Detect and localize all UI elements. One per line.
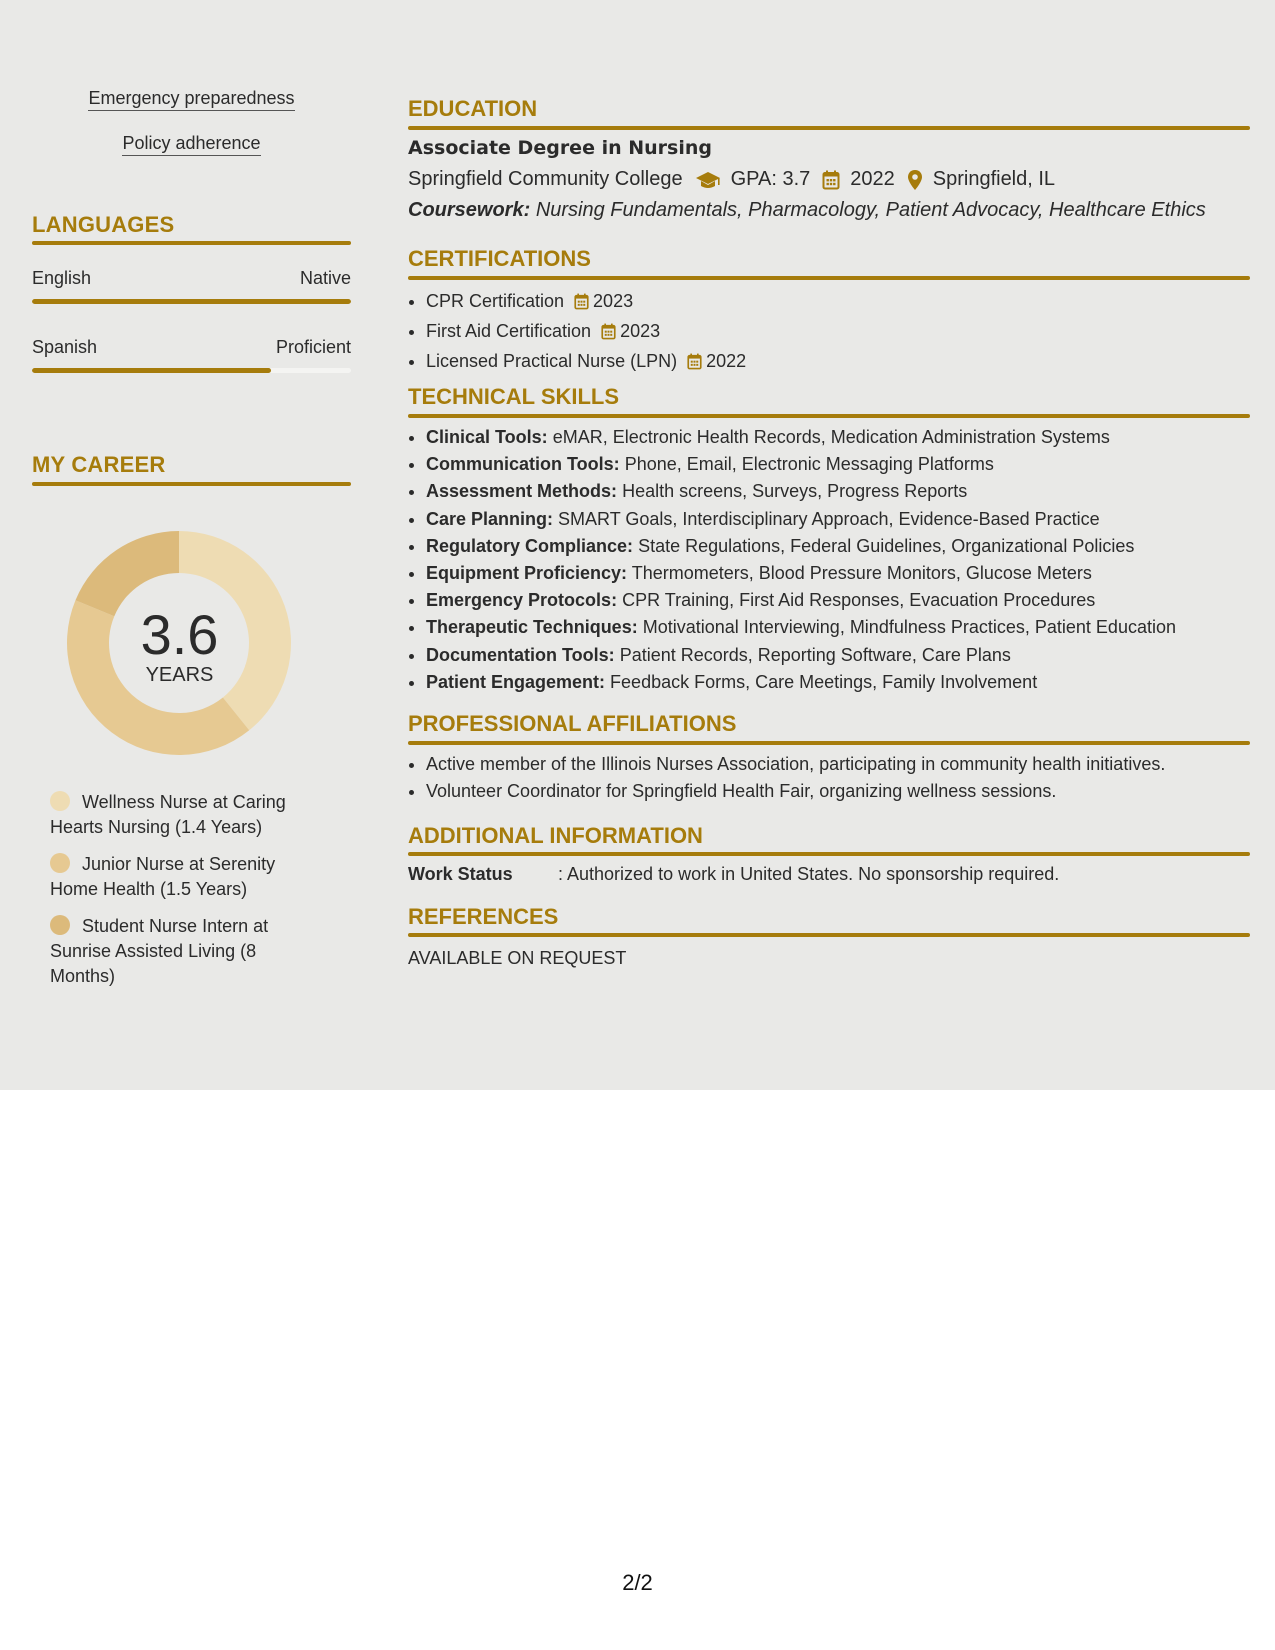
section-rule	[32, 482, 351, 486]
languages-title: LANGUAGES	[32, 212, 175, 237]
section-rule	[408, 276, 1250, 280]
certification-item: • First Aid Certification 2023	[426, 318, 746, 348]
skill-row: • Assessment Methods: Health screens, Surveys, Progress Reports	[426, 478, 1176, 505]
section-rule	[408, 741, 1250, 745]
certification-item: • Licensed Practical Nurse (LPN) 2022	[426, 348, 746, 378]
language-name: English	[32, 268, 92, 288]
language-bar	[32, 368, 351, 373]
legend-dot	[50, 915, 70, 935]
certification-item: • CPR Certification 2023	[426, 288, 746, 318]
affiliations-title: PROFESSIONAL AFFILIATIONS	[408, 711, 737, 736]
language-bar-fill	[32, 368, 271, 373]
graduation-cap-icon	[695, 170, 721, 190]
education-details	[408, 168, 1055, 191]
section-rule	[408, 126, 1250, 130]
technical-skills-list	[426, 424, 1176, 696]
graduation-year: 2022	[850, 168, 895, 190]
additional-info-title: ADDITIONAL INFORMATION	[408, 823, 703, 848]
language-bar-fill	[32, 299, 351, 304]
certifications-title: CERTIFICATIONS	[408, 246, 591, 271]
gpa: GPA: 3.7	[730, 168, 811, 190]
legend-dot	[50, 853, 70, 873]
affiliation-item: • Volunteer Coordinator for Springfield Health Fair, organizing wellness sessions.	[426, 778, 1165, 805]
work-status-value: : Authorized to work in United States. No sponsorship required.	[558, 864, 1060, 884]
skill-row: • Clinical Tools: eMAR, Electronic Health Records, Medication Administration Systems	[426, 424, 1176, 451]
skill-row: • Regulatory Compliance: State Regulations, Federal Guidelines, Organizational Policies	[426, 533, 1176, 560]
career-total-unit: YEARS	[145, 664, 214, 686]
language-row	[32, 337, 351, 358]
location-pin-icon	[907, 169, 923, 191]
skill-row: • Therapeutic Techniques: Motivational Interviewing, Mindfulness Practices, Patient Education	[426, 614, 1176, 641]
skill-row: • Patient Engagement: Feedback Forms, Care Meetings, Family Involvement	[426, 669, 1176, 696]
school-name: Springfield Community College	[408, 168, 683, 190]
education-title: EDUCATION	[408, 96, 538, 121]
language-level: Native	[299, 268, 351, 288]
career-legend-item: Student Nurse Intern at Sunrise Assisted Living (8 Months)	[50, 916, 269, 986]
skill-row: • Emergency Protocols: CPR Training, First Aid Responses, Evacuation Procedures	[426, 587, 1176, 614]
skill-row: • Care Planning: SMART Goals, Interdisciplinary Approach, Evidence-Based Practice	[426, 506, 1176, 533]
career-legend-item: Wellness Nurse at Caring Hearts Nursing (1.4 Years)	[50, 792, 286, 837]
career-legend-item: Junior Nurse at Serenity Home Health (1.5 Years)	[50, 854, 276, 899]
affiliations-list	[426, 751, 1165, 805]
career-total-years: 3.6	[140, 603, 219, 666]
work-status-row	[408, 864, 1059, 885]
section-rule	[32, 241, 351, 245]
skill-item: Emergency preparedness	[32, 88, 351, 109]
language-row	[32, 268, 351, 289]
skill-row: • Communication Tools: Phone, Email, Electronic Messaging Platforms	[426, 451, 1176, 478]
technical-skills-title: TECHNICAL SKILLS	[408, 384, 620, 409]
section-rule	[408, 414, 1250, 418]
skill-row: • Documentation Tools: Patient Records, Reporting Software, Care Plans	[426, 642, 1176, 669]
section-rule	[408, 852, 1250, 856]
language-name: Spanish	[32, 337, 98, 357]
section-rule	[408, 933, 1250, 937]
certifications-list	[426, 288, 746, 378]
legend-dot	[50, 791, 70, 811]
skill-item: Policy adherence	[32, 133, 351, 154]
references-title: REFERENCES	[408, 904, 559, 929]
career-title: MY CAREER	[32, 452, 166, 477]
calendar-icon	[574, 291, 589, 318]
calendar-icon	[687, 351, 702, 378]
language-level: Proficient	[275, 337, 351, 357]
work-status-label: Work Status	[408, 864, 513, 884]
coursework-label: Coursework:	[408, 199, 531, 221]
page-number: 2/2	[622, 1570, 653, 1595]
references-text: AVAILABLE ON REQUEST	[408, 948, 627, 968]
school-location: Springfield, IL	[932, 168, 1056, 190]
language-bar	[32, 299, 351, 304]
coursework	[408, 199, 1206, 222]
degree-title: Associate Degree in Nursing	[408, 137, 712, 159]
calendar-icon	[822, 170, 840, 190]
skill-row: • Equipment Proficiency: Thermometers, Blood Pressure Monitors, Glucose Meters	[426, 560, 1176, 587]
calendar-icon	[601, 321, 616, 348]
affiliation-item: • Active member of the Illinois Nurses Association, participating in community health initiatives.	[426, 751, 1165, 778]
coursework-list: Nursing Fundamentals, Pharmacology, Patient Advocacy, Healthcare Ethics	[535, 199, 1206, 221]
